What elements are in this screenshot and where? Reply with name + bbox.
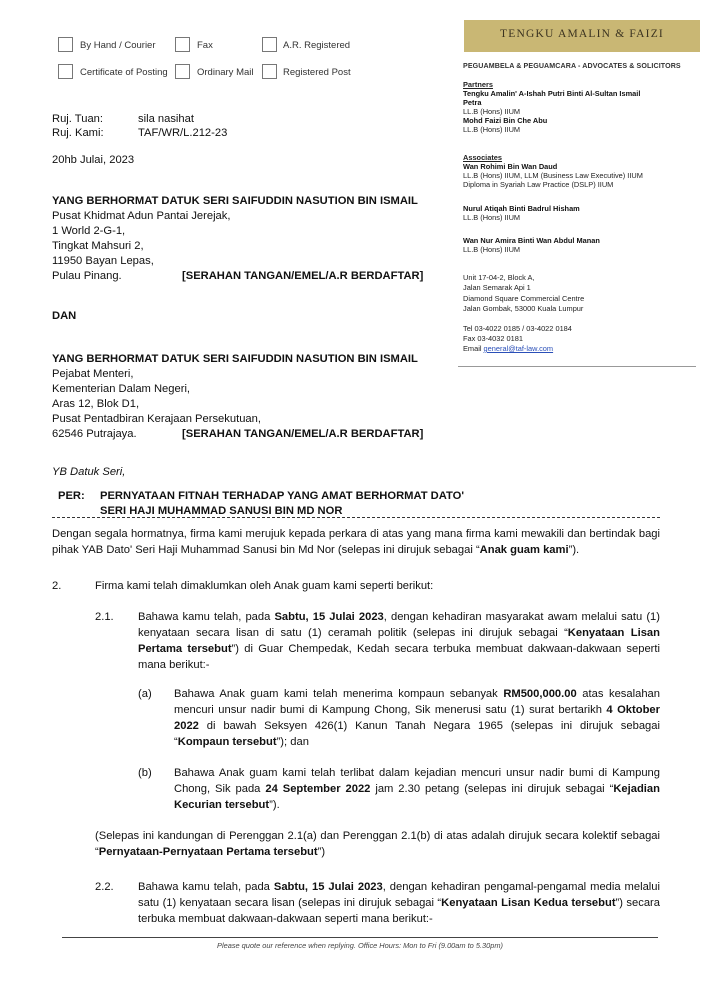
para-2-1-number: 2.1.	[95, 611, 114, 623]
label-fax: Fax	[197, 40, 213, 51]
para-2-1-a-number: (a)	[138, 688, 152, 700]
para-2-1-b-number: (b)	[138, 767, 152, 779]
subject-line-2: SERI HAJI MUHAMMAD SANUSI BIN MD NOR	[100, 505, 343, 517]
label-ar-registered: A.R. Registered	[283, 40, 351, 51]
para-2-number: 2.	[52, 580, 62, 592]
firm-tel: Tel 03-4022 0185 / 03-4022 0184	[463, 324, 572, 333]
letter-date: 20hb Julai, 2023	[52, 154, 135, 166]
recipient-1-service: [SERAHAN TANGAN/EMEL/A.R BERDAFTAR]	[182, 270, 424, 282]
associate-2-name: Nurul Atiqah Binti Badrul Hisham	[463, 204, 580, 213]
associate-1-name: Wan Rohimi Bin Wan Daud	[463, 162, 558, 171]
associate-3-qualification: LL.B (Hons) IIUM	[463, 245, 521, 254]
ref-kami-label: Ruj. Kami:	[52, 127, 104, 139]
dan-separator: DAN	[52, 310, 77, 322]
intro-text: Dengan segala hormatnya, firma kami merujuk kepada perkara di atas yang mana firma kami mewakili dan bertindak bagi pihak YAB Dato' Seri Haji Muhammad Sanusi bin Md Nor (selepas ini dirujuk sebagai “	[52, 528, 660, 556]
recipient-1-name: YANG BERHORMAT DATUK SERI SAIFUDDIN NASUTION BIN ISMAIL	[52, 195, 418, 207]
firm-email-label: Email	[463, 344, 484, 353]
para-2-1-a-term: Kompaun tersebut	[177, 736, 277, 748]
letterhead-divider	[458, 366, 696, 367]
recipient-2-line-3: Aras 12, Blok D1,	[52, 398, 140, 410]
partners-heading: Partners	[463, 80, 493, 89]
collective-paragraph	[95, 828, 660, 860]
recipient-2-line-5: 62546 Putrajaya.	[52, 428, 137, 440]
subject-line-1: PERNYATAAN FITNAH TERHADAP YANG AMAT BERHORMAT DATO'	[100, 490, 464, 502]
para-2-1-a-date: 4 Oktober 2022	[174, 704, 660, 732]
para-2-2-number: 2.2.	[95, 881, 114, 893]
para-2-text: Firma kami telah dimaklumkan oleh Anak guam kami seperti berikut:	[95, 580, 434, 592]
recipient-2-service: [SERAHAN TANGAN/EMEL/A.R BERDAFTAR]	[182, 428, 424, 440]
partner-2-qualification: LL.B (Hons) IIUM	[463, 125, 521, 134]
para-2-1-b	[174, 765, 660, 813]
checkbox-fax[interactable]	[175, 37, 190, 52]
collective-text-a: (Selepas ini kandungan di Perenggan 2.1(a) dan Perenggan 2.1(b) di atas adalah dirujuk secara kolektif sebagai “	[95, 830, 660, 858]
checkbox-by-hand[interactable]	[58, 37, 73, 52]
checkbox-ordinary-mail[interactable]	[175, 64, 190, 79]
para-2-1-a-text-c: atas kesalahan mencuri unsur nadir bumi di Kampung Chong, Sik menerusi satu (1) surat bertarikh	[174, 688, 660, 716]
para-2-1-b-text-c: jam 2.30 petang (selepas ini dirujuk sebagai “	[370, 783, 614, 795]
para-2-2	[138, 879, 660, 927]
para-2-2-text-e: ”) secara terbuka membuat dakwaan-dakwaan seperti mana berikut:-	[138, 897, 660, 925]
label-by-hand: By Hand / Courier	[80, 40, 156, 51]
firm-email-link[interactable]: general@taf-law.com	[483, 344, 554, 353]
para-2-1-text-e: ”) di Guar Chempedak, Kedah secara terbuka membuat dakwaan-dakwaan seperti mana berikut:-	[138, 643, 660, 671]
associate-1-qualification: LL.B (Hons) IIUM, LLM (Business Law Executive) IIUM	[463, 171, 643, 180]
collective-term: Pernyataan-Pernyataan Pertama tersebut	[98, 846, 318, 858]
label-registered-post: Registered Post	[283, 67, 351, 78]
recipient-2-line-2: Kementerian Dalam Negeri,	[52, 383, 191, 395]
intro-text-end: ”).	[568, 544, 580, 556]
para-2-1-a-amount: RM500,000.00	[503, 688, 577, 700]
partner-1-name-cont: Petra	[463, 98, 482, 107]
footer-note: Please quote our reference when replying. Office Hours: Mon to Fri (9.00am to 5.30pm)	[217, 941, 503, 950]
recipient-2-line-4: Pusat Pentadbiran Kerajaan Persekutuan,	[52, 413, 261, 425]
ref-tuan-label: Ruj. Tuan:	[52, 113, 103, 125]
associates-heading: Associates	[463, 153, 503, 162]
firm-address-1: Unit 17-04-2, Block A,	[463, 273, 535, 282]
checkbox-cert-posting[interactable]	[58, 64, 73, 79]
label-cert-posting: Certificate of Posting	[80, 67, 168, 78]
partner-2-name: Mohd Faizi Bin Che Abu	[463, 116, 548, 125]
para-2-1-text-a: Bahawa kamu telah, pada	[138, 611, 275, 623]
para-2-2-text-c: , dengan kehadiran pengamal-pengamal media melalui satu (1) kenyataan secara lisan (selepas ini dirujuk sebagai “	[138, 881, 660, 909]
ref-tuan-value: sila nasihat	[138, 113, 194, 125]
para-2-1-a	[174, 686, 660, 750]
salutation: YB Datuk Seri,	[52, 466, 126, 478]
firm-fax: Fax 03-4032 0181	[463, 334, 523, 343]
recipient-1-line-5: Pulau Pinang.	[52, 270, 122, 282]
para-2-1-b-text-a: Bahawa Anak guam kami telah terlibat dalam kejadian mencuri unsur nadir bumi di Kampung Chong, Sik pada	[174, 767, 660, 795]
para-2-1-a-text-a: Bahawa Anak guam kami telah menerima kompaun sebanyak	[174, 688, 504, 700]
para-2-2-date: Sabtu, 15 Julai 2023	[273, 881, 383, 893]
checkbox-registered-post[interactable]	[262, 64, 277, 79]
recipient-1-line-3: Tingkat Mahsuri 2,	[52, 240, 144, 252]
associate-3-name: Wan Nur Amira Binti Wan Abdul Manan	[463, 236, 600, 245]
recipient-2-name: YANG BERHORMAT DATUK SERI SAIFUDDIN NASUTION BIN ISMAIL	[52, 353, 418, 365]
para-2-1-a-text-g: ”); dan	[276, 736, 309, 748]
firm-address-4: Jalan Gombak, 53000 Kuala Lumpur	[463, 304, 584, 313]
firm-address-2: Jalan Semarak Api 1	[463, 283, 531, 292]
para-2-1-date: Sabtu, 15 Julai 2023	[274, 611, 384, 623]
recipient-1-line-4: 11950 Bayan Lepas,	[52, 255, 154, 267]
associate-1-diploma: Diploma in Syariah Law Practice (DSLP) IIUM	[463, 180, 614, 189]
intro-paragraph	[52, 526, 660, 558]
footer-divider	[62, 937, 658, 938]
firm-address-3: Diamond Square Commercial Centre	[463, 294, 585, 303]
para-2-1-b-term: Kejadian Kecurian tersebut	[174, 783, 660, 811]
para-2-1-b-text-e: ”).	[269, 799, 280, 811]
para-2-1-a-text-e: di bawah Seksyen 426(1) Kanun Tanah Negara 1965 (selepas ini dirujuk sebagai “	[174, 720, 660, 748]
ref-kami-value: TAF/WR/L.212-23	[138, 127, 228, 139]
firm-subtitle: PEGUAMBELA & PEGUAMCARA - ADVOCATES & SOLICITORS	[463, 62, 681, 70]
para-2-1-term: Kenyataan Lisan Pertama tersebut	[138, 627, 660, 655]
subject-label: PER:	[58, 490, 85, 502]
para-2-2-text-a: Bahawa kamu telah, pada	[138, 881, 274, 893]
checkbox-ar-registered[interactable]	[262, 37, 277, 52]
para-2-2-term: Kenyataan Lisan Kedua tersebut	[441, 897, 616, 909]
subject-divider	[52, 517, 660, 518]
label-ordinary-mail: Ordinary Mail	[197, 67, 254, 78]
associate-2-qualification: LL.B (Hons) IIUM	[463, 213, 521, 222]
para-2-1-b-date: 24 September 2022	[265, 783, 371, 795]
collective-text-c: ”)	[317, 846, 326, 858]
recipient-1-line-1: Pusat Khidmat Adun Pantai Jerejak,	[52, 210, 231, 222]
para-2-1	[138, 609, 660, 673]
intro-client-term: Anak guam kami	[479, 544, 569, 556]
recipient-2-line-1: Pejabat Menteri,	[52, 368, 134, 380]
firm-email-row	[463, 344, 553, 353]
para-2-1-text-c: , dengan kehadiran masyarakat awam melalui satu (1) kenyataan secara lisan di satu (1) ceramah politik (selepas ini dirujuk sebagai “	[138, 611, 660, 639]
recipient-1-line-2: 1 World 2-G-1,	[52, 225, 126, 237]
firm-name: TENGKU AMALIN & FAIZI	[500, 28, 664, 40]
partner-1-qualification: LL.B (Hons) IIUM	[463, 107, 521, 116]
firm-logo	[464, 20, 700, 52]
partner-1-name: Tengku Amalin' A-Ishah Putri Binti Al-Sultan Ismail	[463, 89, 641, 98]
